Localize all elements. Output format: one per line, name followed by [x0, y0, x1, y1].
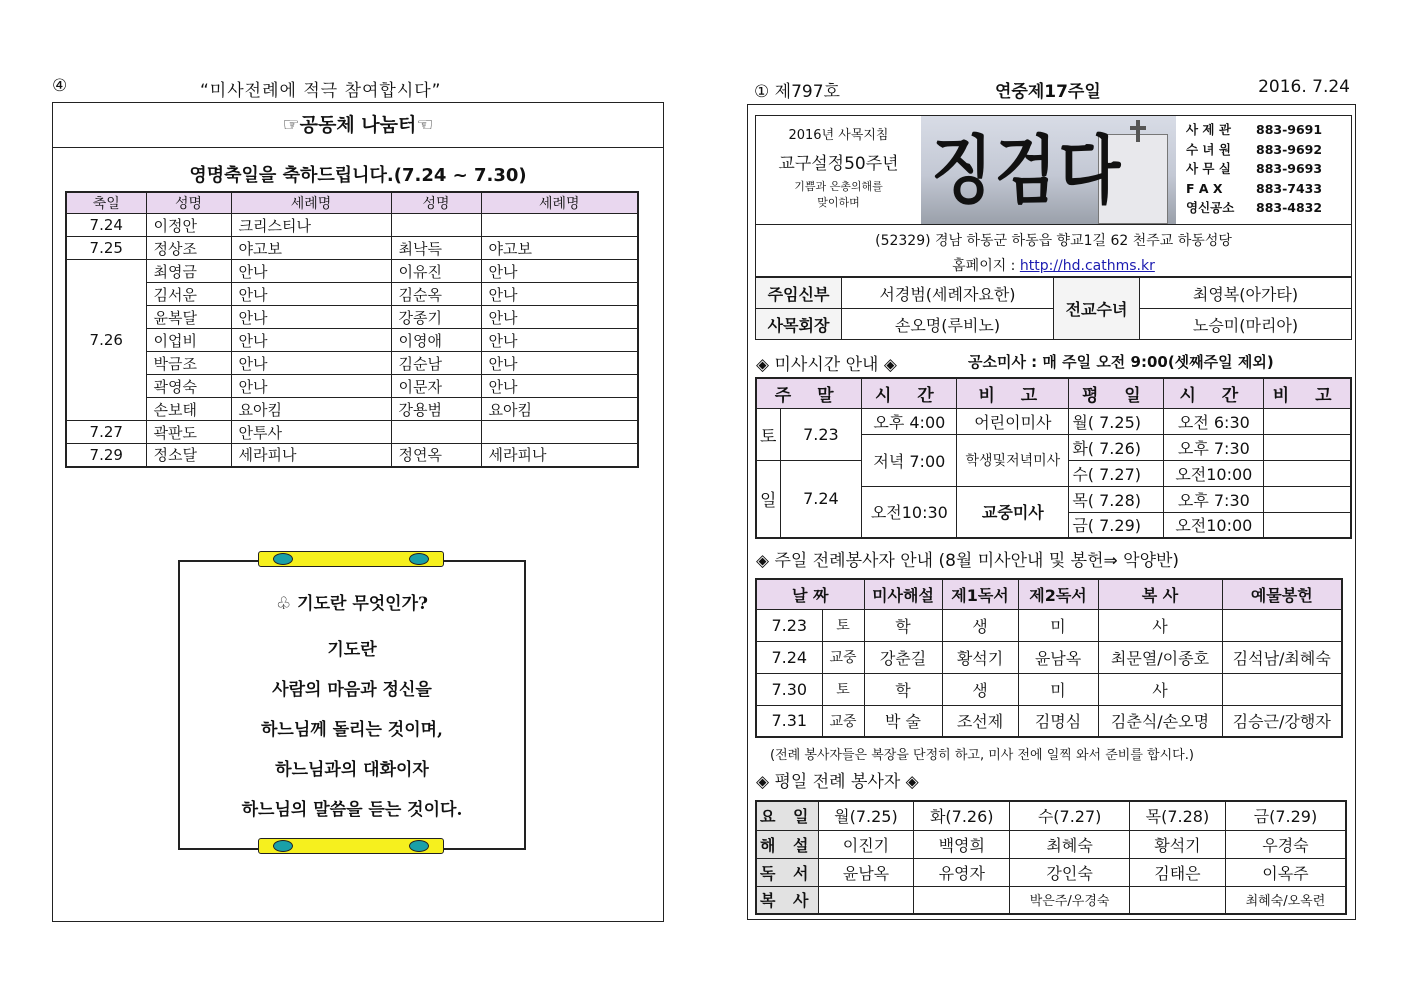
- server-name: [818, 886, 914, 914]
- table-row: [66, 260, 638, 283]
- feast-table-body: [66, 214, 638, 467]
- masthead: [755, 115, 1352, 225]
- contact-row: [1186, 198, 1353, 218]
- contact-label: F A X: [1186, 180, 1223, 196]
- person-name: 이영애: [391, 329, 481, 352]
- council-label: 사목회장: [756, 309, 842, 340]
- person-name: 김순남: [391, 352, 481, 375]
- server-name: [1130, 886, 1226, 914]
- mass-time: 오후 4:00: [862, 408, 957, 434]
- contact-number: 883-7433: [1256, 180, 1323, 196]
- col-header: 평 일: [1069, 378, 1164, 408]
- jubilee-title: 교구설정50주년: [778, 154, 899, 174]
- homepage-line: [756, 255, 1351, 275]
- person-name: 강종기: [391, 306, 481, 329]
- baptismal-name: 야고보: [231, 237, 391, 260]
- weekend-date: 7.23: [780, 408, 862, 460]
- service-date: 7.31: [756, 705, 822, 737]
- table-header-row: [66, 192, 638, 214]
- second-reader: 미: [1018, 609, 1098, 641]
- pastor-name: 서경범(세례자요한): [842, 278, 1054, 309]
- baptismal-name: 안나: [481, 375, 638, 398]
- sister-name: 노승미(마리아): [1140, 309, 1352, 340]
- table-row: [756, 408, 1351, 434]
- prayer-text: [180, 584, 524, 830]
- first-reader: 생: [942, 609, 1018, 641]
- prayer-title: ♧ 기도란 무엇인가?: [276, 594, 428, 614]
- offertory: 김석남/최혜숙: [1222, 641, 1342, 673]
- person-name: 정상조: [146, 237, 231, 260]
- issue-number: ① 제797호: [754, 82, 840, 102]
- person-name: 김순옥: [391, 283, 481, 306]
- person-name: 김서운: [146, 283, 231, 306]
- baptismal-name: [481, 421, 638, 444]
- mass-type: 토: [822, 609, 864, 641]
- community-title: ☞공동체 나눔터☜: [53, 103, 663, 148]
- service-date: 7.30: [756, 673, 822, 705]
- person-name: 최영금: [146, 260, 231, 283]
- weekday-note: [1264, 460, 1351, 486]
- weekday-time: 오전10:00: [1164, 512, 1264, 538]
- baptismal-name: 요아킴: [231, 398, 391, 421]
- server-name: 최혜숙/오옥련: [1225, 886, 1346, 914]
- table-row: [66, 283, 638, 306]
- table-row: [66, 375, 638, 398]
- server-name: [914, 886, 1010, 914]
- col-header: 성명: [146, 192, 231, 214]
- weekday-day: 화( 7.26): [1069, 434, 1164, 460]
- baptismal-name: 안나: [231, 329, 391, 352]
- weekend-day: 토: [756, 408, 780, 460]
- baptismal-name: 크리스티나: [231, 214, 391, 237]
- baptismal-name: 안나: [481, 329, 638, 352]
- bulletin-logo: 징검다: [931, 128, 1123, 215]
- mass-type: 교중: [822, 705, 864, 737]
- address-box: [755, 225, 1352, 277]
- altar-server: 사: [1098, 673, 1222, 705]
- baptismal-name: 안나: [481, 260, 638, 283]
- feast-date: 7.25: [66, 237, 146, 260]
- col-header: 세례명: [231, 192, 391, 214]
- table-header-row: [756, 378, 1351, 408]
- table-row: [66, 444, 638, 467]
- homepage-link[interactable]: http://hd.cathms.kr: [1019, 258, 1155, 274]
- col-header: 요 일: [756, 801, 818, 830]
- offertory: 김승근/강행자: [1222, 705, 1342, 737]
- table-header-row: [756, 579, 1342, 609]
- contact-label: 사 무 실: [1186, 161, 1231, 176]
- scroll-ornament-top: [258, 551, 444, 567]
- second-reader: 미: [1018, 673, 1098, 705]
- service-date: 7.24: [756, 641, 822, 673]
- service-date: 7.23: [756, 609, 822, 641]
- feast-heading: 영명축일을 축하드립니다.(7.24 ~ 7.30): [189, 165, 527, 186]
- col-header: 시 간: [862, 378, 957, 408]
- weekend-day: 일: [756, 460, 780, 538]
- table-row: [756, 705, 1342, 737]
- col-header: 시 간: [1164, 378, 1264, 408]
- commentator: 학: [864, 673, 942, 705]
- person-name: 윤복달: [146, 306, 231, 329]
- col-header: 제1독서: [942, 579, 1018, 609]
- table-row: [756, 830, 1346, 858]
- baptismal-name: 안나: [481, 283, 638, 306]
- person-name: 정소달: [146, 444, 231, 467]
- prayer-line: 기도란: [327, 640, 377, 660]
- weekday-day: 월( 7.25): [1069, 408, 1164, 434]
- person-name: 박금조: [146, 352, 231, 375]
- feast-date: 7.27: [66, 421, 146, 444]
- weekday-note: [1264, 512, 1351, 538]
- contact-number: 883-4832: [1256, 200, 1323, 215]
- weekday-note: [1264, 434, 1351, 460]
- servers-note: (전례 봉사자들은 복장을 단정히 하고, 미사 전에 일찍 와서 준비를 합시다.): [770, 748, 1194, 763]
- person-name: 이유진: [391, 260, 481, 283]
- row-label: 독 서: [756, 858, 818, 886]
- server-name: 강인숙: [1010, 858, 1130, 886]
- baptismal-name: 안나: [481, 352, 638, 375]
- weekday-servers-table: [755, 800, 1347, 915]
- baptismal-name: 안나: [231, 260, 391, 283]
- col-header: 금(7.29): [1225, 801, 1346, 830]
- jubilee-subtitle: 기쁨과 은총의해를: [794, 180, 883, 193]
- left-page-header: [52, 76, 664, 100]
- baptismal-name: 안나: [231, 352, 391, 375]
- church-address: (52329) 경남 하동군 하동읍 향교1길 62 천주교 하동성당: [875, 233, 1232, 249]
- contact-number: 883-9693: [1256, 161, 1323, 176]
- sunday-servers-table: [755, 578, 1343, 738]
- server-name: 최혜숙: [1010, 830, 1130, 858]
- contact-row: [1186, 159, 1353, 179]
- person-name: 이정안: [146, 214, 231, 237]
- baptismal-name: 세라피나: [481, 444, 638, 467]
- mass-type: 교중: [822, 641, 864, 673]
- commentator: 강춘길: [864, 641, 942, 673]
- scroll-ornament-bottom: [258, 838, 444, 854]
- contact-row: [1186, 179, 1353, 199]
- person-name: 최낙득: [391, 237, 481, 260]
- baptismal-name: 요아킴: [481, 398, 638, 421]
- first-reader: 생: [942, 673, 1018, 705]
- second-reader: 김명심: [1018, 705, 1098, 737]
- col-header: 날 짜: [756, 579, 864, 609]
- mass-schedule-table: [755, 377, 1352, 539]
- col-header: 화(7.26): [914, 801, 1010, 830]
- table-row: [756, 858, 1346, 886]
- feast-date: 7.29: [66, 444, 146, 467]
- first-reader: 황석기: [942, 641, 1018, 673]
- col-header: 제2독서: [1018, 579, 1098, 609]
- sunday-servers-title: ◈ 주일 전례봉사자 안내 (8월 미사안내 및 봉헌⇒ 악양반): [756, 551, 1180, 571]
- weekday-day: 수( 7.27): [1069, 460, 1164, 486]
- table-row: [756, 609, 1342, 641]
- weekday-servers-body: [756, 830, 1346, 914]
- staff-table: [755, 277, 1352, 340]
- baptismal-name: 안투사: [231, 421, 391, 444]
- baptismal-name: [481, 214, 638, 237]
- contact-list: [1176, 120, 1353, 218]
- server-name: 백영희: [914, 830, 1010, 858]
- contact-row: [1186, 140, 1353, 160]
- contact-number: 883-9692: [1256, 141, 1323, 157]
- mission-mass-note: 공소미사 : 매 주일 오전 9:00(셋째주일 제외): [968, 353, 1274, 371]
- col-header: 예물봉헌: [1222, 579, 1342, 609]
- mass-time: 오전10:30: [862, 486, 957, 538]
- col-header: 주 말: [756, 378, 862, 408]
- server-name: 이옥주: [1225, 858, 1346, 886]
- ornament-knob: [409, 553, 429, 565]
- second-reader: 윤남옥: [1018, 641, 1098, 673]
- first-reader: 조선제: [942, 705, 1018, 737]
- contact-number: 883-9691: [1256, 122, 1323, 137]
- col-header: 비 고: [1264, 378, 1351, 408]
- server-name: 김태은: [1130, 858, 1226, 886]
- col-header: 목(7.28): [1130, 801, 1226, 830]
- mass-time: 저녁 7:00: [862, 434, 957, 486]
- altar-server: 사: [1098, 609, 1222, 641]
- person-name: 곽판도: [146, 421, 231, 444]
- mass-type: 토: [822, 673, 864, 705]
- server-name: 이진기: [818, 830, 914, 858]
- person-name: [391, 214, 481, 237]
- person-name: 강용범: [391, 398, 481, 421]
- altar-server: 최문열/이종호: [1098, 641, 1222, 673]
- prayer-line: 하느님께 돌리는 것이며,: [261, 720, 443, 740]
- ornament-knob: [409, 840, 429, 852]
- server-name: 유영자: [914, 858, 1010, 886]
- person-name: [391, 421, 481, 444]
- baptismal-name: 세라피나: [231, 444, 391, 467]
- server-name: 박은주/우경숙: [1010, 886, 1130, 914]
- baptismal-name: 안나: [481, 306, 638, 329]
- weekday-time: 오후 7:30: [1164, 434, 1264, 460]
- col-header: 축일: [66, 192, 146, 214]
- person-name: 곽영숙: [146, 375, 231, 398]
- ornament-knob: [273, 840, 293, 852]
- person-name: 이문자: [391, 375, 481, 398]
- slogan: “미사전례에 적극 참여합시다”: [200, 81, 442, 101]
- weekday-time: 오전 6:30: [1164, 408, 1264, 434]
- table-row: [756, 673, 1342, 705]
- feast-date: 7.24: [66, 214, 146, 237]
- guideline-year: 2016년 사목지침: [788, 128, 889, 143]
- weekday-time: 오후 7:30: [1164, 486, 1264, 512]
- server-name: 윤남옥: [818, 858, 914, 886]
- mass-remark: 교중미사: [957, 486, 1069, 538]
- weekday-day: 금( 7.29): [1069, 512, 1164, 538]
- row-label: 복 사: [756, 886, 818, 914]
- prayer-line: 하느님의 말씀을 듣는 것이다.: [241, 800, 463, 820]
- baptismal-name: 안나: [231, 306, 391, 329]
- feast-day-table: [65, 191, 639, 468]
- table-row: [66, 421, 638, 444]
- jubilee-subtitle: 맞이하며: [817, 196, 860, 209]
- baptismal-name: 안나: [231, 375, 391, 398]
- col-header: 비 고: [957, 378, 1069, 408]
- sunday-title: 연중제17주일: [995, 82, 1101, 102]
- table-header-row: [756, 801, 1346, 830]
- mass-remark: 학생및저녁미사: [957, 434, 1069, 486]
- weekend-date: 7.24: [780, 460, 862, 538]
- person-name: 손보태: [146, 398, 231, 421]
- feast-date: 7.26: [66, 260, 146, 421]
- col-header: 수(7.27): [1010, 801, 1130, 830]
- page-number: ④: [52, 76, 68, 96]
- col-header: 미사해설: [864, 579, 942, 609]
- server-name: 황석기: [1130, 830, 1226, 858]
- contact-label: 영신공소: [1186, 200, 1235, 215]
- right-page-header: [750, 77, 1354, 101]
- table-row: [66, 329, 638, 352]
- weekday-day: 목( 7.28): [1069, 486, 1164, 512]
- contact-row: [1186, 120, 1353, 140]
- weekday-note: [1264, 408, 1351, 434]
- prayer-line: 하느님과의 대화이자: [275, 760, 429, 780]
- ornament-knob: [273, 553, 293, 565]
- mass-remark: 어린이미사: [957, 408, 1069, 434]
- table-row: [66, 398, 638, 421]
- homepage-label: 홈페이지 :: [952, 258, 1020, 274]
- baptismal-name: 안나: [231, 283, 391, 306]
- table-row: [66, 214, 638, 237]
- weekday-time: 오전10:00: [1164, 460, 1264, 486]
- sister-label: 전교수녀: [1054, 278, 1140, 340]
- commentator: 박 술: [864, 705, 942, 737]
- sister-name: 최영복(아가타): [1140, 278, 1352, 309]
- col-header: 월(7.25): [818, 801, 914, 830]
- weekday-servers-title: ◈ 평일 전례 봉사자 ◈: [756, 772, 919, 792]
- table-row: [66, 352, 638, 375]
- prayer-line: 사람의 마음과 정신을: [272, 680, 432, 700]
- altar-server: 김춘식/손오명: [1098, 705, 1222, 737]
- row-label: 해 설: [756, 830, 818, 858]
- pastoral-guideline: [756, 116, 921, 224]
- person-name: 정연옥: [391, 444, 481, 467]
- contact-label: 수 녀 원: [1186, 141, 1231, 157]
- server-name: 우경숙: [1225, 830, 1346, 858]
- person-name: 이업비: [146, 329, 231, 352]
- offertory: [1222, 673, 1342, 705]
- mass-time-title: ◈ 미사시간 안내 ◈: [756, 355, 897, 375]
- commentator: 학: [864, 609, 942, 641]
- sunday-servers-body: [756, 609, 1342, 737]
- logo-banner: [921, 116, 1176, 224]
- contact-label: 사 제 관: [1186, 122, 1231, 137]
- table-row: [66, 237, 638, 260]
- offertory: [1222, 609, 1342, 641]
- table-row: [756, 278, 1352, 309]
- baptismal-name: 야고보: [481, 237, 638, 260]
- col-header: 성명: [391, 192, 481, 214]
- weekday-note: [1264, 486, 1351, 512]
- table-row: [756, 886, 1346, 914]
- col-header: 복 사: [1098, 579, 1222, 609]
- col-header: 세례명: [481, 192, 638, 214]
- council-name: 손오명(루비노): [842, 309, 1054, 340]
- table-row: [756, 641, 1342, 673]
- issue-date: 2016. 7.24: [1258, 77, 1350, 97]
- pastor-label: 주임신부: [756, 278, 842, 309]
- table-row: [66, 306, 638, 329]
